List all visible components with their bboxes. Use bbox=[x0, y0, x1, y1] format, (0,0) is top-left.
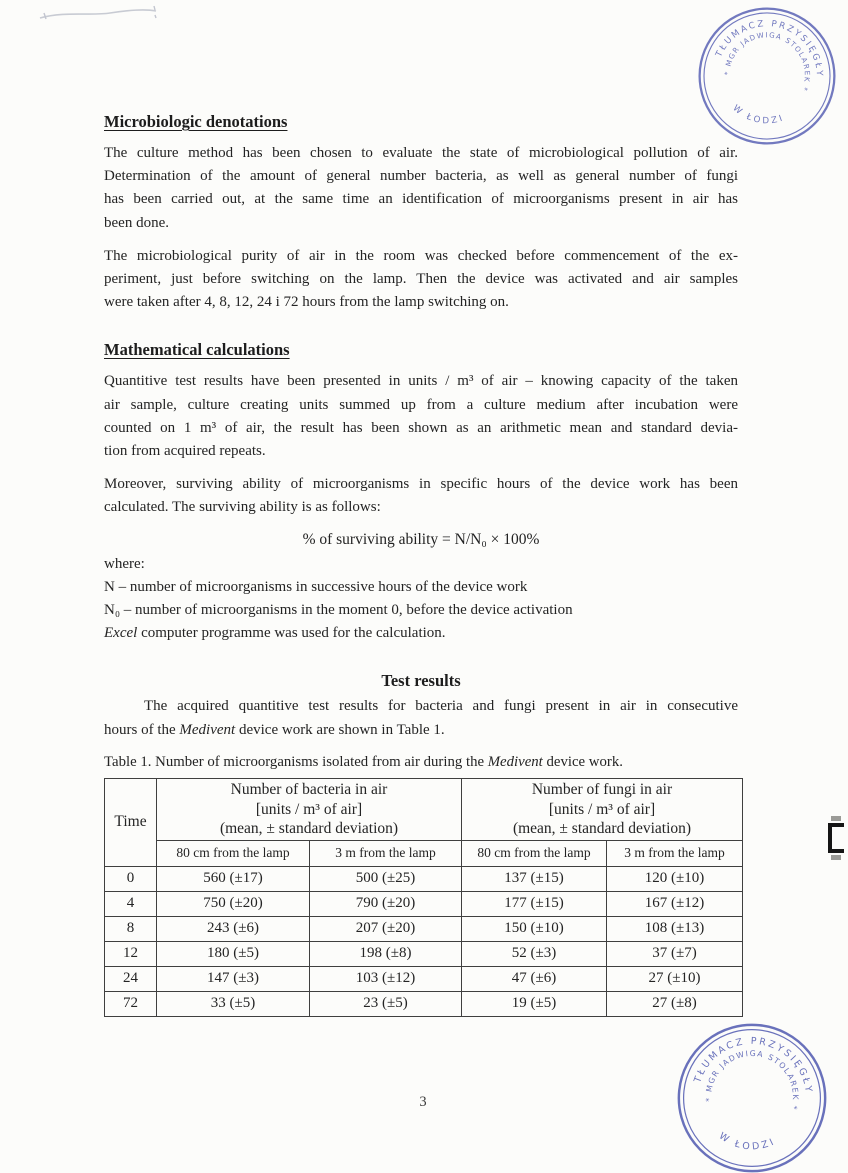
cell-value: 790 (±20) bbox=[310, 891, 462, 916]
heading-mathematical-calculations: Mathematical calculations bbox=[104, 340, 290, 360]
stamp-text-outer: TŁUMACZ PRZYSIĘGŁY bbox=[692, 1035, 815, 1095]
cell-value: 23 (±5) bbox=[310, 991, 462, 1016]
cell-value: 198 (±8) bbox=[310, 941, 462, 966]
text-line: were taken after 4, 8, 12, 24 i 72 hours from the lamp switching on. bbox=[104, 294, 509, 311]
subheader-cell: 80 cm from the lamp bbox=[157, 840, 310, 866]
text-line: has been carried out, at the same time an identification of microorganisms present in air has bbox=[104, 191, 738, 208]
paragraph-culture-method bbox=[104, 142, 738, 235]
header-line: [units / m³ of air] bbox=[548, 800, 656, 818]
cell-time: 24 bbox=[105, 966, 157, 991]
medivent-word: Medivent bbox=[179, 721, 236, 738]
subheader-cell: 80 cm from the lamp bbox=[462, 840, 607, 866]
page-number: 3 bbox=[419, 1094, 427, 1110]
text-line: Quantitive test results have been presented in units / m³ of air – knowing capacity of the taken bbox=[104, 373, 738, 390]
cell-value: 243 (±6) bbox=[157, 916, 310, 941]
scan-edge-mark bbox=[828, 816, 844, 860]
stamp-text-inner: * MGR JADWIGA STOLAREK * bbox=[704, 1048, 801, 1112]
header-time: Time bbox=[105, 778, 157, 866]
excel-note-rest: computer programme was used for the calculation. bbox=[137, 625, 446, 642]
cell-value: 108 (±13) bbox=[607, 916, 743, 941]
table-row bbox=[105, 966, 743, 991]
cell-value: 750 (±20) bbox=[157, 891, 310, 916]
excel-word: Excel bbox=[104, 625, 138, 642]
results-table bbox=[104, 778, 743, 1017]
text-line: calculated. The surviving ability is as follows: bbox=[104, 499, 381, 516]
pen-squiggle-mark bbox=[30, 2, 170, 32]
edge-mark-top bbox=[831, 816, 841, 821]
cell-value: 150 (±10) bbox=[462, 916, 607, 941]
translator-round-stamp-bottom bbox=[668, 1014, 835, 1173]
where-label: where: bbox=[104, 555, 145, 572]
cell-time: 4 bbox=[105, 891, 157, 916]
cell-value: 27 (±8) bbox=[607, 991, 743, 1016]
edge-mark-bracket bbox=[828, 823, 844, 853]
table-row bbox=[105, 866, 743, 891]
text-segment: Table 1. Number of microorganisms isolated from air during the bbox=[104, 753, 488, 770]
medivent-word: Medivent bbox=[487, 753, 543, 770]
text-line: The acquired quantitive test results for bacteria and fungi present in air in consecutive bbox=[144, 698, 738, 715]
header-line: Number of fungi in air bbox=[531, 781, 673, 799]
cell-value: 120 (±10) bbox=[607, 866, 743, 891]
edge-mark-bottom bbox=[831, 855, 841, 860]
text-segment: device work are shown in Table 1. bbox=[235, 721, 445, 738]
cell-value: 47 (±6) bbox=[462, 966, 607, 991]
paragraph-microbiological-purity bbox=[104, 245, 738, 315]
paragraph-surviving-ability bbox=[104, 473, 738, 519]
cell-time: 8 bbox=[105, 916, 157, 941]
header-line: Number of bacteria in air bbox=[230, 781, 388, 799]
stamp-text-bottom: W ŁODZI bbox=[730, 103, 787, 127]
cell-value: 177 (±15) bbox=[462, 891, 607, 916]
subheader-cell: 3 m from the lamp bbox=[607, 840, 743, 866]
document-body bbox=[104, 112, 738, 1017]
cell-time: 12 bbox=[105, 941, 157, 966]
text-line: periment, just before switching on the lamp. Then the device was activated and air samples bbox=[104, 271, 738, 288]
cell-time: 72 bbox=[105, 991, 157, 1016]
cell-value: 103 (±12) bbox=[310, 966, 462, 991]
surviving-ability-formula: % of surviving ability = N/N₀ × 100% bbox=[302, 530, 540, 548]
table-row bbox=[105, 941, 743, 966]
definition-n0: N₀ – number of microorganisms in the moment 0, before the device activation bbox=[104, 602, 573, 619]
text-line: been done. bbox=[104, 214, 169, 231]
text-line: counted on 1 m³ of air, the result has been shown as an arithmetic mean and standard devia- bbox=[104, 419, 738, 436]
table-row bbox=[105, 916, 743, 941]
stamp-text-outer: TŁUMACZ PRZYSIĘGŁY bbox=[714, 19, 824, 79]
subheader-cell: 3 m from the lamp bbox=[310, 840, 462, 866]
text-segment: hours of the bbox=[104, 721, 180, 738]
header-line: (mean, ± standard deviation) bbox=[219, 820, 399, 838]
header-fungi-group bbox=[462, 778, 743, 840]
header-line: (mean, ± standard deviation) bbox=[512, 820, 692, 838]
cell-value: 137 (±15) bbox=[462, 866, 607, 891]
cell-value: 33 (±5) bbox=[157, 991, 310, 1016]
cell-value: 500 (±25) bbox=[310, 866, 462, 891]
text-line: The culture method has been chosen to evaluate the state of microbiological pollution of air. bbox=[104, 145, 738, 161]
cell-value: 37 (±7) bbox=[607, 941, 743, 966]
cell-value: 167 (±12) bbox=[607, 891, 743, 916]
text-segment: device work. bbox=[542, 753, 623, 770]
text-line: The microbiological purity of air in the room was checked before commencement of the ex- bbox=[104, 247, 738, 264]
definition-n: N – number of microorganisms in successive hours of the device work bbox=[104, 578, 528, 595]
table-subheader-row bbox=[105, 840, 743, 866]
paragraph-quantitive-results bbox=[104, 370, 738, 463]
header-bacteria-group bbox=[157, 778, 462, 840]
text-line: Moreover, surviving ability of microorganisms in specific hours of the device work has been bbox=[104, 476, 738, 493]
text-line: Determination of the amount of general number bacteria, as well as general number of fungi bbox=[104, 168, 738, 185]
text-line bbox=[104, 719, 738, 742]
cell-time: 0 bbox=[105, 866, 157, 891]
excel-note bbox=[104, 622, 738, 645]
stamp-text-bottom: W ŁODZI bbox=[716, 1130, 778, 1153]
table-header-row bbox=[105, 778, 743, 840]
cell-value: 27 (±10) bbox=[607, 966, 743, 991]
cell-value: 52 (±3) bbox=[462, 941, 607, 966]
table-caption bbox=[104, 751, 738, 773]
cell-value: 560 (±17) bbox=[157, 866, 310, 891]
table-row bbox=[105, 991, 743, 1016]
table-row bbox=[105, 891, 743, 916]
header-line: [units / m³ of air] bbox=[255, 800, 363, 818]
text-line: air sample, culture creating units summed up from a culture medium after incubation were bbox=[104, 396, 738, 413]
stamp-text-inner: * MGR JADWIGA STOLAREK * bbox=[722, 30, 812, 94]
heading-test-results: Test results bbox=[381, 671, 461, 691]
cell-value: 19 (±5) bbox=[462, 991, 607, 1016]
heading-microbiologic-denotations: Microbiologic denotations bbox=[104, 112, 288, 131]
cell-value: 147 (±3) bbox=[157, 966, 310, 991]
text-line: tion from acquired repeats. bbox=[104, 443, 266, 460]
paragraph-acquired-results bbox=[104, 695, 738, 741]
cell-value: 180 (±5) bbox=[157, 941, 310, 966]
cell-value: 207 (±20) bbox=[310, 916, 462, 941]
